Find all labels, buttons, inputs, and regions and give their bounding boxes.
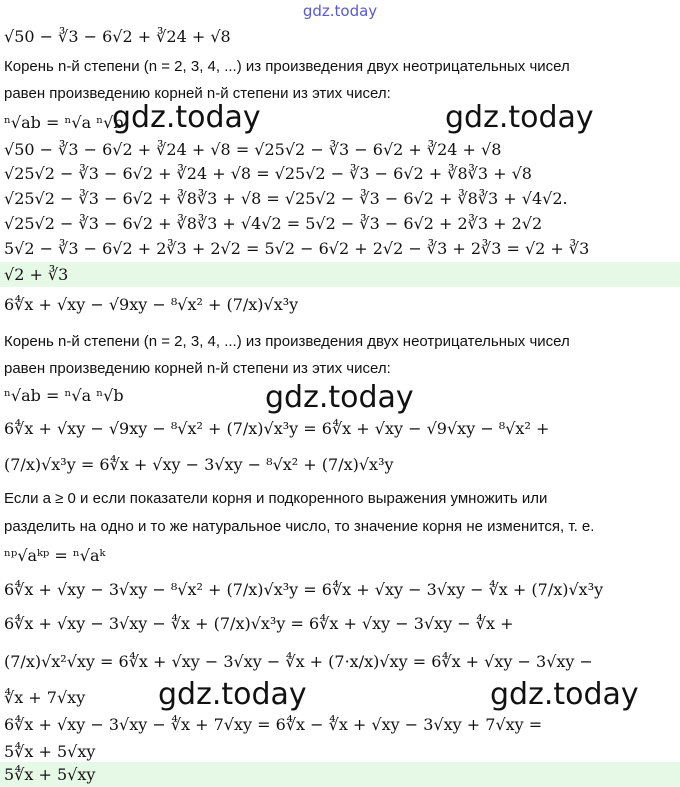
math-line: 6∜x + √xy − √9xy − ⁸√x² + (7/x)√x³y [4, 295, 299, 314]
math-line: ⁿᵖ√aᵏᵖ = ⁿ√aᵏ [4, 546, 106, 565]
math-line: √25√2 − ∛3 − 6√2 + ∛8∛3 + √8 = √25√2 − ∛3 − 6√2 + ∛8∛3 + √4√2. [4, 189, 568, 208]
math-line: (7/x)√x²√xy = 6∜x + √xy − 3√xy − ∜x + (7·x/x)√xy = 6∜x + √xy − 3√xy − [4, 652, 593, 671]
text-line: Корень n-й степени (n = 2, 3, 4, ...) из произведения двух неотрицательных чисел [4, 333, 570, 350]
math-line: ⁿ√ab = ⁿ√a ⁿ√b [4, 386, 124, 405]
math-line: 5√2 − ∛3 − 6√2 + 2∛3 + 2√2 = 5√2 − 6√2 + 2√2 − ∛3 + 2∛3 = √2 + ∛3 [4, 239, 590, 258]
math-line: 6∜x + √xy − 3√xy − ∜x + (7/x)√x³y = 6∜x + √xy − 3√xy − ∜x + [4, 614, 514, 633]
answer-line: √2 + ∛3 [0, 262, 680, 287]
text-line: Корень n-й степени (n = 2, 3, 4, ...) из произведения двух неотрицательных чисел [4, 58, 570, 75]
watermark: gdz.today [445, 100, 594, 135]
math-line: 5∜x + 5√xy [4, 742, 96, 761]
math-line: √25√2 − ∛3 − 6√2 + ∛8∛3 + √4√2 = 5√2 − ∛3 − 6√2 + 2∛3 + 2√2 [4, 214, 543, 233]
math-line: ⁿ√ab = ⁿ√a ⁿ√b [4, 113, 124, 132]
math-line: (7/x)√x³y = 6∜x + √xy − 3√xy − ⁸√x² + (7/x)√x³y [4, 455, 394, 474]
watermark: gdz.today [158, 677, 307, 712]
math-line: 6∜x + √xy − 3√xy − ∜x + 7√xy = 6∜x − ∜x + √xy − 3√xy + 7√xy = [4, 715, 543, 734]
math-line: √25√2 − ∛3 − 6√2 + ∛24 + √8 = √25√2 − ∛3 − 6√2 + ∛8∛3 + √8 [4, 164, 532, 183]
math-line: √50 − ∛3 − 6√2 + ∛24 + √8 [4, 27, 231, 46]
watermark: gdz.today [490, 677, 639, 712]
text-line: равен произведению корней n-й степени из этих чисел: [4, 360, 391, 377]
math-line: 6∜x + √xy − √9xy − ⁸√x² + (7/x)√x³y = 6∜x + √xy − √9√xy − ⁸√x² + [4, 419, 550, 438]
text-line: разделить на одно и то же натуральное число, то значение корня не изменится, т. е. [4, 518, 595, 535]
math-line: ∜x + 7√xy [4, 688, 86, 707]
watermark-top: gdz.today [302, 2, 378, 20]
answer-line: 5∜x + 5√xy [0, 762, 680, 787]
text-line: Если a ≥ 0 и если показатели корня и подкоренного выражения умножить или [4, 490, 548, 507]
watermark: gdz.today [112, 100, 261, 135]
math-line: √50 − ∛3 − 6√2 + ∛24 + √8 = √25√2 − ∛3 − 6√2 + ∛24 + √8 [4, 140, 502, 159]
watermark: gdz.today [265, 380, 414, 415]
math-line: 6∜x + √xy − 3√xy − ⁸√x² + (7/x)√x³y = 6∜x + √xy − 3√xy − ∜x + (7/x)√x³y [4, 580, 604, 599]
text-line: равен произведению корней n-й степени из этих чисел: [4, 85, 391, 102]
